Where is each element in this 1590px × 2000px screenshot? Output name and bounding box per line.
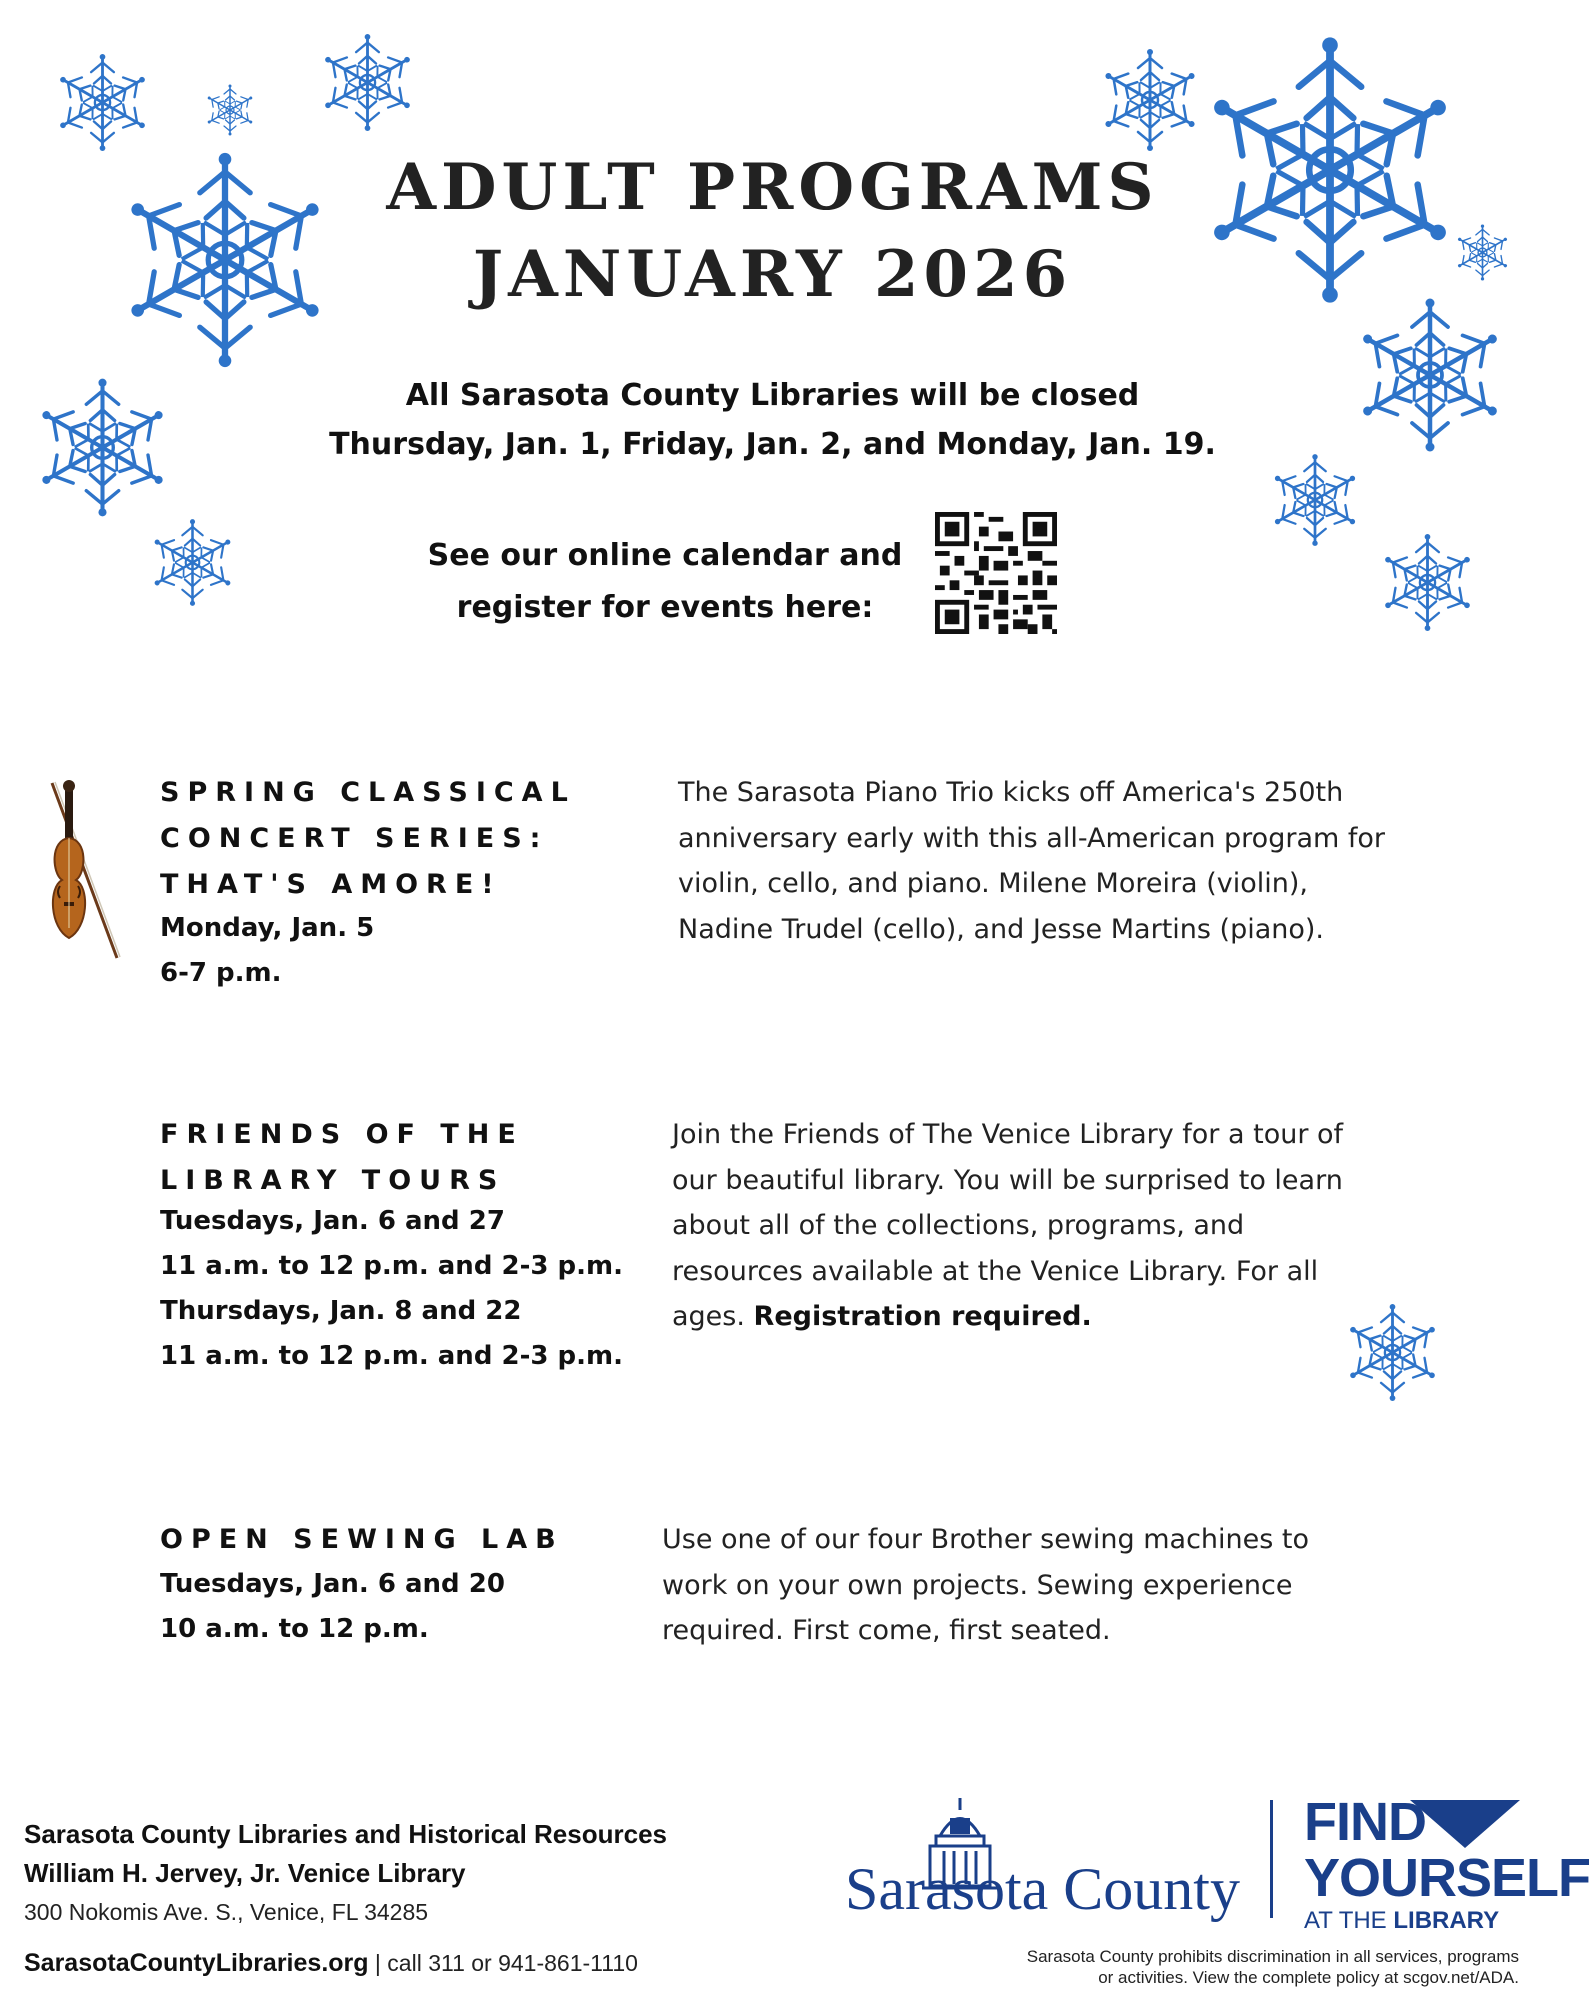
website-link[interactable]: SarasotaCountyLibraries.org [24, 1949, 369, 1977]
snowflake-icon [320, 35, 415, 130]
qr-code-icon[interactable] [935, 512, 1057, 634]
snowflake-icon [55, 55, 150, 150]
logo-divider [1270, 1800, 1273, 1918]
slogan-at-the: AT THE [1304, 1907, 1394, 1934]
event-title-line: CONCERT SERIES: [160, 823, 549, 854]
slogan-line: YOURSELF [1304, 1848, 1590, 1908]
event-title-line: SPRING CLASSICAL [160, 777, 576, 808]
notice-line: Thursday, Jan. 1, Friday, Jan. 2, and Monday, Jan. 19. [329, 427, 1216, 462]
event-description: Use one of our four Brother sewing machines to work on your own projects. Sewing experience required. First come, first seated. [662, 1524, 1310, 1646]
event-description-text: Join the Friends of The Venice Library for a tour of our beautiful library. You will be surprised to learn about all of the collections, programs, and resources available at the Venice Library. For all ages. [672, 1119, 1344, 1332]
event-title [160, 1112, 524, 1204]
org-name: Sarasota County Libraries and Historical Resources [24, 1819, 667, 1849]
event-title-line: OPEN SEWING LAB [160, 1524, 564, 1555]
event-schedule [160, 906, 374, 996]
county-logo-text: Sarasota County [845, 1856, 1240, 1922]
event-description: The Sarasota Piano Trio kicks off America's 250th anniversary early with this all-American program for violin, cello, and piano. Milene Moreira (violin), Nadine Trudel (cello), and Jesse Martins (piano). [678, 777, 1385, 945]
event-schedule-line: 10 a.m. to 12 p.m. [160, 1614, 429, 1644]
footer-contact [24, 1815, 667, 1985]
policy-line: Sarasota County prohibits discrimination in all services, programs [1026, 1947, 1519, 1966]
policy-line: or activities. View the complete policy at scgov.net/ADA. [1098, 1968, 1519, 1987]
branch-name: William H. Jervey, Jr. Venice Library [24, 1858, 466, 1888]
slogan-line: FIND [1304, 1792, 1426, 1852]
snowflake-icon [1100, 50, 1200, 150]
event-schedule-line: Thursdays, Jan. 8 and 22 [160, 1296, 522, 1326]
slogan-line [1304, 1909, 1590, 1933]
event-title-line: THAT'S AMORE! [160, 869, 502, 900]
address: 300 Nokomis Ave. S., Venice, FL 34285 [24, 1899, 429, 1925]
calendar-line: See our online calendar and [427, 538, 903, 573]
calendar-prompt [405, 530, 925, 634]
triangle-icon [1410, 1800, 1520, 1850]
title-line: ADULT PROGRAMS [386, 150, 1159, 225]
event-title [160, 1517, 564, 1563]
snowflake-icon [1270, 455, 1360, 545]
event-schedule-line: 11 a.m. to 12 p.m. and 2-3 p.m. [160, 1251, 623, 1281]
event-schedule [160, 1562, 505, 1652]
registration-note: Registration required. [753, 1301, 1092, 1332]
event-schedule-line: Tuesdays, Jan. 6 and 27 [160, 1206, 505, 1236]
event-schedule-line: 11 a.m. to 12 p.m. and 2-3 p.m. [160, 1341, 623, 1371]
nondiscrimination-policy [799, 1946, 1519, 1988]
event-schedule [160, 1199, 623, 1379]
snowflake-icon [205, 85, 255, 135]
event-schedule-line: Monday, Jan. 5 [160, 913, 375, 943]
event-schedule-line: 6-7 p.m. [160, 958, 282, 988]
event-title-line: FRIENDS OF THE [160, 1119, 524, 1150]
violin-icon [42, 778, 127, 978]
title-line: JANUARY 2026 [472, 237, 1073, 312]
snowflake-icon [1380, 535, 1475, 630]
phone-number: | call 311 or 941-861-1110 [368, 1950, 638, 1976]
snowflake-icon [150, 520, 235, 605]
event-title [160, 770, 576, 908]
closure-notice [0, 378, 1545, 462]
slogan-library: LIBRARY [1393, 1907, 1500, 1934]
page-title [0, 150, 1545, 312]
event-schedule-line: Tuesdays, Jan. 6 and 20 [160, 1569, 505, 1599]
notice-line: All Sarasota County Libraries will be closed [405, 378, 1140, 413]
event-description [672, 1112, 1372, 1340]
calendar-line: register for events here: [456, 590, 874, 625]
event-title-line: LIBRARY TOURS [160, 1165, 506, 1196]
